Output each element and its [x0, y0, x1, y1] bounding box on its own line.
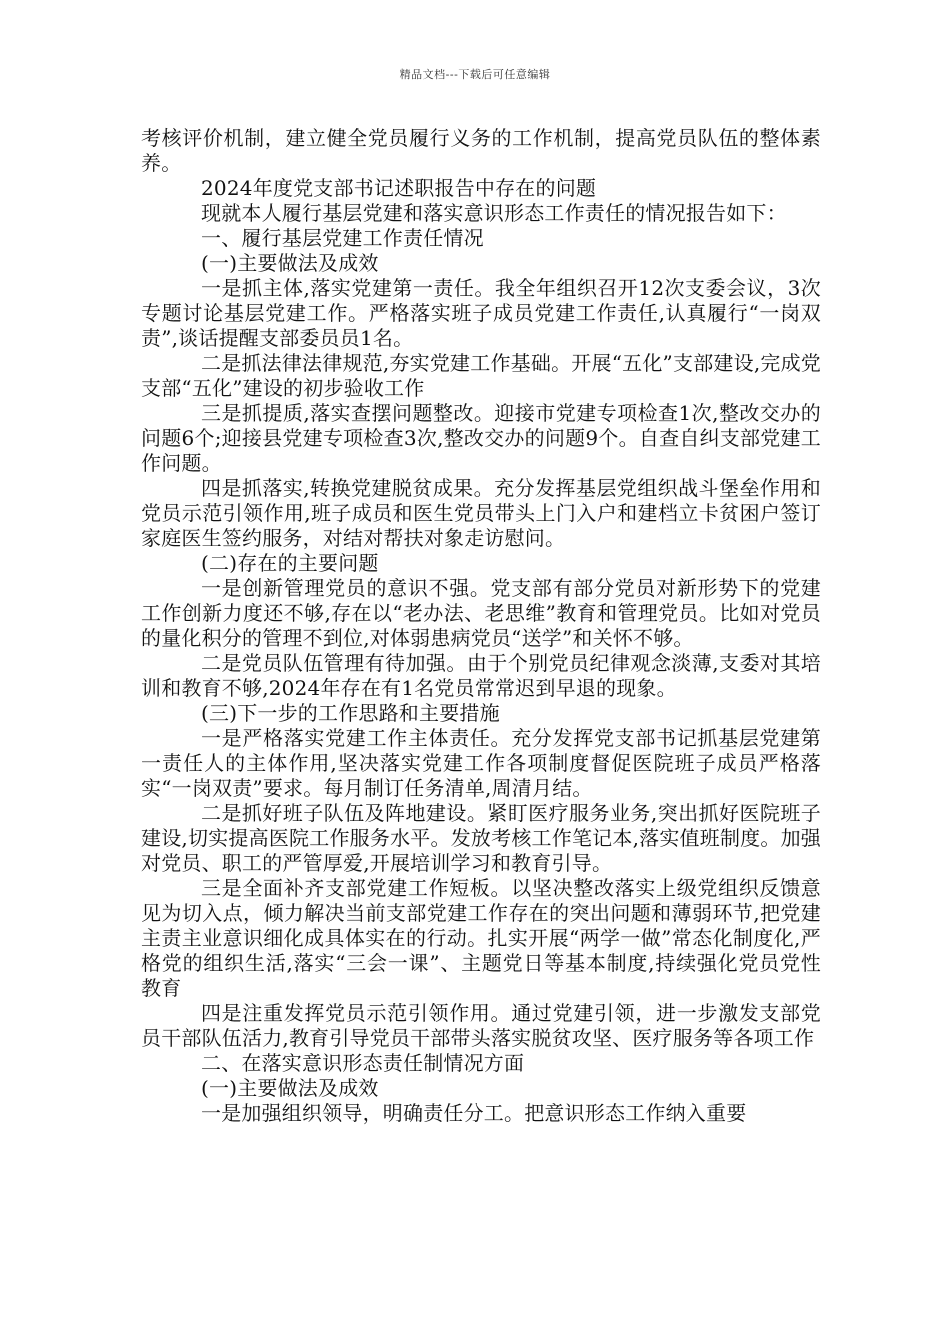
document-body	[141, 126, 821, 1126]
paragraph: 一是创新管理党员的意识不强。党支部有部分党员对新形势下的党建工作创新力度还不够,存在以“老办法、老思维”教育和管理党员。比如对党员的量化积分的管理不到位,对体弱患病党员“送学”和关怀不够。	[141, 576, 821, 650]
section-heading: 二、在落实意识形态责任制情况方面	[201, 1051, 525, 1075]
subsection-heading: (一)主要做法及成效	[201, 251, 379, 275]
page-header: 精品文档---下载后可任意编辑	[399, 68, 551, 81]
paragraph: 一是加强组织领导，明确责任分工。把意识形态工作纳入重要	[201, 1101, 747, 1125]
paragraph: 一是严格落实党建工作主体责任。充分发挥党支部书记抓基层党建第一责任人的主体作用,坚决落实党建工作各项制度督促医院班子成员严格落实“一岗双责”要求。每月制订任务清单,周清月结。	[141, 726, 821, 800]
paragraph: 三是全面补齐支部党建工作短板。以坚决整改落实上级党组织反馈意见为切入点，倾力解决当前支部党建工作存在的突出问题和薄弱环节,把党建主责主业意识细化成具体实在的行动。扎实开展“两学一做”常态化制度化,严格党的组织生活,落实“三会一课”、主题党日等基本制度,持续强化党员党性教育	[141, 876, 821, 1000]
subsection-heading: (三)下一步的工作思路和主要措施	[201, 701, 500, 725]
paragraph: 四是注重发挥党员示范引领作用。通过党建引领，进一步激发支部党员干部队伍活力,教育引导党员干部带头落实脱贫攻坚、医疗服务等各项工作	[141, 1001, 821, 1050]
paragraph: 一是抓主体,落实党建第一责任。我全年组织召开12次支委会议，3次专题讨论基层党建工作。严格落实班子成员党建工作责任,认真履行“一岗双责”,谈话提醒支部委员员1名。	[141, 276, 821, 350]
paragraph: 现就本人履行基层党建和落实意识形态工作责任的情况报告如下：	[201, 201, 787, 225]
paragraph: 二是抓好班子队伍及阵地建设。紧盯医疗服务业务,突出抓好医院班子建设,切实提高医院工作服务水平。发放考核工作笔记本,落实值班制度。加强对党员、职工的严管厚爱,开展培训学习和教育引导。	[141, 801, 821, 875]
paragraph: 2024年度党支部书记述职报告中存在的问题	[201, 176, 597, 200]
paragraph: 二是抓法律法律规范,夯实党建工作基础。开展“五化”支部建设,完成党支部“五化”建设的初步验收工作	[141, 351, 821, 400]
subsection-heading: (二)存在的主要问题	[201, 551, 379, 575]
section-heading: 一、履行基层党建工作责任情况	[201, 226, 484, 250]
paragraph: 三是抓提质,落实查摆问题整改。迎接市党建专项检查1次,整改交办的问题6个;迎接县党建专项检查3次,整改交办的问题9个。自查自纠支部党建工作问题。	[141, 401, 821, 475]
paragraph: 四是抓落实,转换党建脱贫成果。充分发挥基层党组织战斗堡垒作用和党员示范引领作用,班子成员和医生党员带头上门入户和建档立卡贫困户签订家庭医生签约服务，对结对帮扶对象走访慰问。	[141, 476, 821, 550]
paragraph: 考核评价机制，建立健全党员履行义务的工作机制，提高党员队伍的整体素养。	[141, 126, 821, 175]
subsection-heading: (一)主要做法及成效	[201, 1076, 379, 1100]
paragraph: 二是党员队伍管理有待加强。由于个别党员纪律观念淡薄,支委对其培训和教育不够,2024年存在有1名党员常常迟到早退的现象。	[141, 651, 821, 700]
